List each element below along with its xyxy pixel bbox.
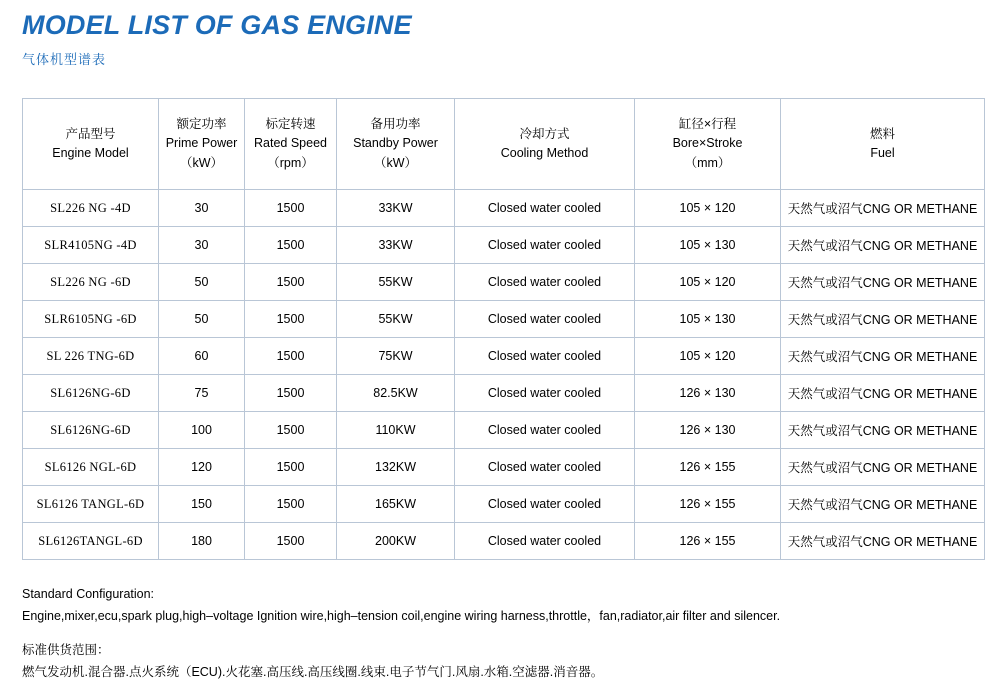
cell-rated-speed: 1500 xyxy=(245,227,337,264)
table-row xyxy=(23,338,985,375)
column-header-engine-model xyxy=(23,99,159,190)
cell-fuel: 天然气或沼气CNG OR METHANE xyxy=(781,338,985,375)
table-row xyxy=(23,523,985,560)
cell-engine-model: SL 226 TNG-6D xyxy=(23,338,159,375)
cell-engine-model: SLR4105NG -4D xyxy=(23,227,159,264)
column-header-cooling-method xyxy=(455,99,635,190)
standard-configuration-body-cn: 燃气发动机.混合器.点火系统（ECU).火花塞.高压线.高压线圈.线束.电子节气门.风扇.水箱.空滤器.消音器。 xyxy=(22,664,604,679)
cell-rated-speed: 1500 xyxy=(245,412,337,449)
cell-rated-speed: 1500 xyxy=(245,301,337,338)
page-subtitle: 气体机型谱表 xyxy=(22,52,107,68)
column-header-en: Fuel xyxy=(870,146,895,161)
cell-cooling-method: Closed water cooled xyxy=(455,523,635,560)
column-header-unit: （rpm） xyxy=(267,155,314,170)
cell-standby-power: 33KW xyxy=(337,227,455,264)
notes-section xyxy=(22,584,984,684)
cell-bore-stroke: 126 × 155 xyxy=(635,449,781,486)
column-header-standby-power xyxy=(337,99,455,190)
cell-cooling-method: Closed water cooled xyxy=(455,227,635,264)
cell-standby-power: 132KW xyxy=(337,449,455,486)
column-header-unit: （kW） xyxy=(179,155,224,170)
cell-cooling-method: Closed water cooled xyxy=(455,486,635,523)
cell-cooling-method: Closed water cooled xyxy=(455,190,635,227)
cell-prime-power: 30 xyxy=(159,227,245,264)
cell-prime-power: 150 xyxy=(159,486,245,523)
table-row xyxy=(23,449,985,486)
standard-configuration-title-cn: 标准供货范围： xyxy=(22,642,110,657)
cell-rated-speed: 1500 xyxy=(245,449,337,486)
cell-engine-model: SL6126 NGL-6D xyxy=(23,449,159,486)
cell-fuel: 天然气或沼气CNG OR METHANE xyxy=(781,523,985,560)
cell-rated-speed: 1500 xyxy=(245,190,337,227)
standard-configuration-title-en: Standard Configuration: xyxy=(22,587,155,602)
column-header-cn: 缸径×行程 xyxy=(678,116,737,131)
column-header-cn: 冷却方式 xyxy=(519,126,570,141)
column-header-en: Bore×Stroke xyxy=(672,136,743,151)
cell-prime-power: 50 xyxy=(159,264,245,301)
cell-fuel: 天然气或沼气CNG OR METHANE xyxy=(781,227,985,264)
page-title: MODEL LIST OF GAS ENGINE xyxy=(22,10,412,40)
table-header-row xyxy=(23,99,985,190)
cell-cooling-method: Closed water cooled xyxy=(455,338,635,375)
cell-rated-speed: 1500 xyxy=(245,338,337,375)
cell-cooling-method: Closed water cooled xyxy=(455,301,635,338)
cell-fuel: 天然气或沼气CNG OR METHANE xyxy=(781,486,985,523)
cell-bore-stroke: 126 × 130 xyxy=(635,375,781,412)
cell-bore-stroke: 126 × 155 xyxy=(635,523,781,560)
column-header-rated-speed xyxy=(245,99,337,190)
cell-prime-power: 50 xyxy=(159,301,245,338)
notes-spacer xyxy=(22,628,984,640)
column-header-cn: 产品型号 xyxy=(65,126,116,141)
cell-engine-model: SL6126NG-6D xyxy=(23,412,159,449)
column-header-cn: 备用功率 xyxy=(370,116,421,131)
cell-prime-power: 60 xyxy=(159,338,245,375)
column-header-cn: 燃料 xyxy=(869,126,895,141)
column-header-cn: 标定转速 xyxy=(265,116,316,131)
cell-standby-power: 82.5KW xyxy=(337,375,455,412)
column-header-unit: （mm） xyxy=(684,155,731,170)
cell-fuel: 天然气或沼气CNG OR METHANE xyxy=(781,190,985,227)
cell-engine-model: SL6126TANGL-6D xyxy=(23,523,159,560)
cell-fuel: 天然气或沼气CNG OR METHANE xyxy=(781,264,985,301)
column-header-unit: （kW） xyxy=(373,155,418,170)
standard-configuration-body-en: Engine,mixer,ecu,spark plug,high–voltage Ignition wire,high–tension coil,engine wiring harness,throttle，fan,radiator,air filter and silencer. xyxy=(22,608,781,623)
table-row xyxy=(23,412,985,449)
cell-standby-power: 200KW xyxy=(337,523,455,560)
cell-prime-power: 180 xyxy=(159,523,245,560)
cell-bore-stroke: 105 × 130 xyxy=(635,227,781,264)
column-header-en: Cooling Method xyxy=(500,146,589,161)
cell-engine-model: SL226 NG -4D xyxy=(23,190,159,227)
table-body xyxy=(23,190,985,560)
cell-engine-model: SLR6105NG -6D xyxy=(23,301,159,338)
table-row xyxy=(23,486,985,523)
cell-standby-power: 55KW xyxy=(337,301,455,338)
cell-bore-stroke: 105 × 120 xyxy=(635,190,781,227)
cell-engine-model: SL226 NG -6D xyxy=(23,264,159,301)
column-header-prime-power xyxy=(159,99,245,190)
cell-cooling-method: Closed water cooled xyxy=(455,412,635,449)
cell-cooling-method: Closed water cooled xyxy=(455,375,635,412)
cell-engine-model: SL6126NG-6D xyxy=(23,375,159,412)
cell-bore-stroke: 105 × 130 xyxy=(635,301,781,338)
column-header-en: Prime Power xyxy=(165,136,238,151)
cell-bore-stroke: 105 × 120 xyxy=(635,264,781,301)
cell-standby-power: 165KW xyxy=(337,486,455,523)
cell-standby-power: 110KW xyxy=(337,412,455,449)
table-row xyxy=(23,375,985,412)
cell-rated-speed: 1500 xyxy=(245,486,337,523)
cell-prime-power: 120 xyxy=(159,449,245,486)
cell-fuel: 天然气或沼气CNG OR METHANE xyxy=(781,301,985,338)
gas-engine-model-table xyxy=(22,98,985,560)
column-header-en: Rated Speed xyxy=(254,136,327,151)
cell-standby-power: 33KW xyxy=(337,190,455,227)
cell-bore-stroke: 126 × 130 xyxy=(635,412,781,449)
cell-rated-speed: 1500 xyxy=(245,375,337,412)
table-row xyxy=(23,227,985,264)
cell-standby-power: 75KW xyxy=(337,338,455,375)
cell-prime-power: 100 xyxy=(159,412,245,449)
column-header-en: Engine Model xyxy=(52,146,129,161)
table-row xyxy=(23,190,985,227)
column-header-en: Standby Power xyxy=(353,136,438,151)
cell-engine-model: SL6126 TANGL-6D xyxy=(23,486,159,523)
table-row xyxy=(23,264,985,301)
cell-fuel: 天然气或沼气CNG OR METHANE xyxy=(781,375,985,412)
cell-prime-power: 75 xyxy=(159,375,245,412)
cell-fuel: 天然气或沼气CNG OR METHANE xyxy=(781,449,985,486)
column-header-cn: 额定功率 xyxy=(176,116,227,131)
cell-standby-power: 55KW xyxy=(337,264,455,301)
cell-prime-power: 30 xyxy=(159,190,245,227)
cell-cooling-method: Closed water cooled xyxy=(455,264,635,301)
cell-rated-speed: 1500 xyxy=(245,264,337,301)
table-row xyxy=(23,301,985,338)
cell-bore-stroke: 126 × 155 xyxy=(635,486,781,523)
column-header-fuel xyxy=(781,99,985,190)
column-header-bore-stroke xyxy=(635,99,781,190)
cell-bore-stroke: 105 × 120 xyxy=(635,338,781,375)
cell-rated-speed: 1500 xyxy=(245,523,337,560)
cell-cooling-method: Closed water cooled xyxy=(455,449,635,486)
cell-fuel: 天然气或沼气CNG OR METHANE xyxy=(781,412,985,449)
